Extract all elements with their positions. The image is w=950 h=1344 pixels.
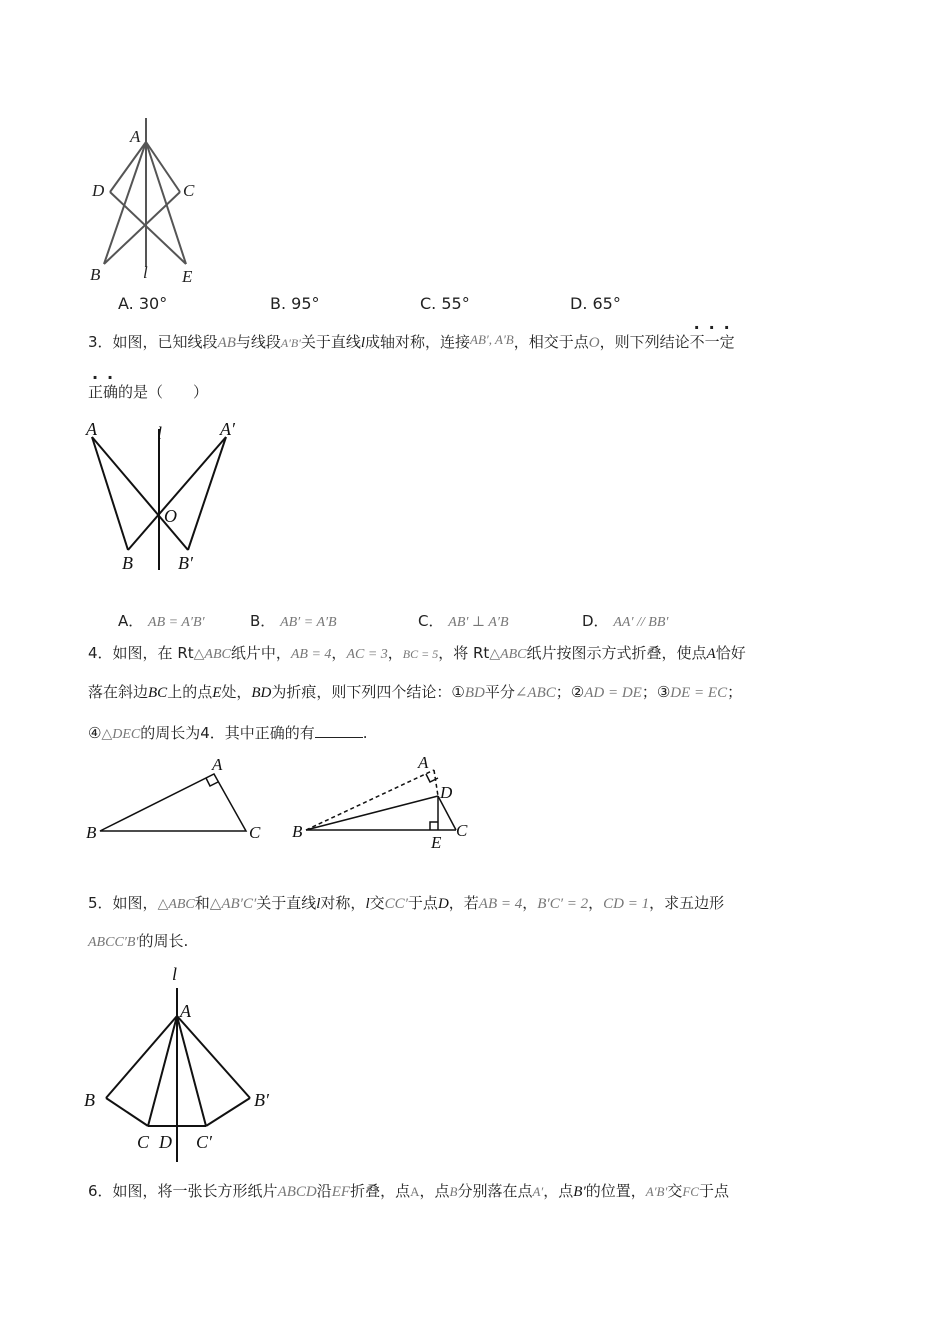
q3-text: 与线段 — [235, 333, 281, 351]
q4-math: △ABC — [193, 647, 231, 662]
q2-option-d-text: 65° — [592, 294, 621, 313]
q4-math: △DEC — [101, 727, 141, 742]
q4-text: 恰好 — [715, 644, 746, 662]
q4-math: ∠ABC — [514, 685, 556, 701]
q3-label-b-prime: B′ — [178, 553, 193, 573]
q4-text: 落在斜边 — [88, 683, 149, 701]
q4-text: ， — [331, 644, 347, 662]
q4-fig2-label-c: C — [456, 821, 468, 840]
q4-math: AC = 3 — [346, 647, 388, 662]
q6-text: 的位置， — [585, 1182, 646, 1200]
q4-text: ；③ — [641, 683, 671, 701]
q3-option-a-letter: A． — [118, 612, 144, 630]
q5-math: l — [365, 896, 370, 912]
q3-math: l — [360, 335, 366, 351]
q4-text: 纸片中， — [230, 644, 291, 662]
q3-emphasis: 正 — [88, 383, 104, 401]
q5-text: ，若 — [448, 894, 479, 912]
q5-stem-line2 — [88, 934, 188, 950]
q3-option-d-letter: D． — [582, 612, 609, 630]
q4-text: ， — [387, 644, 403, 662]
q5-stem-line1 — [88, 896, 724, 912]
q2-option-a[interactable] — [118, 294, 167, 313]
q3-text: ，则下列结论 — [599, 333, 690, 351]
q4-text: . — [362, 724, 368, 742]
q4-text: 为折痕，则下列四个结论：① — [271, 683, 465, 701]
q4-answer-blank[interactable] — [315, 723, 363, 738]
q4-fig2-label-b: B — [292, 822, 303, 841]
q6-math: B′ — [573, 1184, 586, 1200]
q4-text: 平分 — [484, 683, 515, 701]
q4-text: ； — [727, 683, 743, 701]
q3-math: A′B′ — [280, 336, 301, 350]
q3-label-a: A — [86, 419, 97, 439]
q4-math: A — [706, 646, 716, 662]
q5-text: ， — [588, 894, 604, 912]
q5-label-b: B — [84, 1090, 95, 1110]
q3-text: 关于直线 — [300, 333, 361, 351]
q4-math: BC — [148, 685, 168, 701]
q5-label-c: C — [137, 1132, 150, 1152]
q4-text: 纸片按图示方式折叠，使点 — [526, 644, 707, 662]
q5-text: 交 — [369, 894, 385, 912]
q4-text: ④ — [88, 724, 102, 742]
q3-label-l: l — [157, 423, 163, 443]
q3-option-c-text: AB′ ⊥ A′B — [448, 615, 509, 630]
q3-stem-line1 — [88, 332, 735, 351]
q3-text: 成轴对称，连接 — [365, 333, 471, 351]
q4-figure-folded — [288, 752, 478, 852]
q6-text: 沿 — [316, 1182, 332, 1200]
q2-label-d: D — [92, 181, 105, 200]
q4-text: ，将 Rt — [438, 644, 490, 662]
q5-label-a: A — [180, 1001, 191, 1021]
q4-fig2-label-a: A — [418, 753, 429, 772]
q3-option-b-letter: B． — [250, 612, 276, 630]
q4-figure-original — [82, 752, 272, 847]
q5-label-b-prime: B′ — [254, 1090, 269, 1110]
q5-text: 对称， — [320, 894, 366, 912]
q4-text: 上的点 — [167, 683, 213, 701]
q6-math: ABCD — [277, 1184, 317, 1200]
q4-fig1-label-c: C — [249, 823, 261, 842]
q6-math: A′B′ — [645, 1184, 668, 1199]
q5-math: △AB′C′ — [209, 896, 257, 912]
q6-math: A — [410, 1184, 420, 1199]
q3-option-d-text: AA′ // BB′ — [613, 615, 669, 630]
q3-label-b: B — [122, 553, 133, 573]
q5-text: 关于直线 — [256, 894, 317, 912]
q5-math: CD = 1 — [603, 896, 650, 912]
q2-figure — [80, 112, 210, 287]
q3-emphasis: 确 — [103, 383, 119, 401]
q2-option-a-text: 30° — [138, 294, 168, 313]
q4-math: AB = 4 — [290, 647, 332, 662]
q2-label-b: B — [90, 265, 101, 284]
q2-option-d-letter: D. — [570, 294, 588, 313]
q5-math: CC′ — [384, 896, 408, 912]
q5-math: ABCC′B′ — [88, 935, 139, 950]
q3-label-a-prime: A′ — [220, 419, 235, 439]
q3-emphasis: 定 — [719, 333, 735, 351]
q5-label-l: l — [172, 964, 178, 984]
q6-text: 折叠，点 — [350, 1182, 411, 1200]
q4-number: 4． — [88, 644, 113, 662]
q4-text: 的周长为4．其中正确的有 — [140, 724, 315, 742]
q3-option-a-text: AB = A′B′ — [148, 615, 205, 630]
q4-fig2-label-e: E — [431, 833, 442, 852]
q5-math: B′C′ = 2 — [537, 896, 589, 912]
q2-label-c: C — [183, 181, 195, 200]
q4-math: △ABC — [489, 647, 527, 662]
q6-text: 于点 — [698, 1182, 729, 1200]
q6-text: ，点 — [419, 1182, 450, 1200]
q3-figure — [80, 415, 255, 580]
q4-text: ；② — [555, 683, 585, 701]
q3-text: ，相交于点 — [513, 333, 589, 351]
q6-math: B — [449, 1184, 458, 1199]
q6-text: 交 — [667, 1182, 683, 1200]
q6-math: EF — [331, 1184, 351, 1200]
q6-text: 分别落在点 — [457, 1182, 533, 1200]
q3-number: 3． — [88, 333, 113, 351]
q3-option-c-letter: C． — [418, 612, 444, 630]
q4-math: BD — [251, 685, 272, 701]
q5-text: 的周长. — [138, 932, 189, 950]
q3-math: AB′, A′B — [470, 332, 514, 347]
q3-option-c[interactable] — [418, 610, 509, 631]
q3-text: 如图，已知线段 — [112, 333, 218, 351]
q2-label-l: l — [143, 263, 148, 282]
q3-math: AB — [217, 335, 236, 351]
q3-option-a[interactable] — [118, 610, 205, 631]
q5-label-c-prime: C′ — [196, 1132, 212, 1152]
q2-option-b-text: 95° — [291, 294, 320, 313]
q5-math: AB = 4 — [478, 896, 523, 912]
q5-text: 如图， — [112, 894, 158, 912]
q4-math: BD — [464, 685, 485, 701]
q3-emphasis: 一 — [704, 333, 720, 351]
q4-fig2-label-d: D — [440, 783, 453, 802]
q2-option-b-letter: B. — [270, 294, 287, 313]
q5-text: 和 — [194, 894, 210, 912]
q5-text: 于点 — [407, 894, 438, 912]
q2-option-c-letter: C. — [420, 294, 437, 313]
q5-text: ， — [522, 894, 538, 912]
q6-text: 如图，将一张长方形纸片 — [112, 1182, 278, 1200]
q4-math: AD = DE — [584, 685, 642, 701]
q2-option-a-letter: A. — [118, 294, 134, 313]
q5-math: l — [316, 896, 321, 912]
q4-math: DE = EC — [670, 685, 728, 701]
q2-label-a: A — [130, 127, 141, 146]
q3-label-o: O — [164, 506, 177, 526]
q5-figure — [80, 960, 280, 1170]
q4-stem-line2 — [88, 685, 742, 701]
q6-stem-line1 — [88, 1184, 729, 1200]
q3-option-b-text: AB′ = A′B — [280, 615, 337, 630]
q5-text: ，求五边形 — [649, 894, 725, 912]
q6-text: ，点 — [543, 1182, 574, 1200]
q2-option-c-text: 55° — [441, 294, 470, 313]
q4-math: BC = 5 — [402, 647, 439, 661]
q3-text: 的是（ ） — [118, 383, 209, 401]
q5-label-d: D — [159, 1132, 172, 1152]
q5-number: 5． — [88, 894, 113, 912]
q3-math: O — [588, 335, 600, 351]
q5-math: △ABC — [157, 897, 195, 912]
q6-number: 6． — [88, 1182, 113, 1200]
q2-option-d[interactable] — [570, 294, 621, 313]
q4-math: E — [212, 685, 222, 701]
q4-stem-line3 — [88, 723, 368, 742]
q4-text: 处， — [221, 683, 252, 701]
q4-fig1-label-b: B — [86, 823, 97, 842]
q2-option-b[interactable] — [270, 294, 320, 313]
q2-label-e: E — [182, 267, 193, 286]
q6-math: A′ — [532, 1184, 544, 1199]
q3-option-d[interactable] — [582, 610, 668, 631]
q3-option-b[interactable] — [250, 610, 337, 631]
q4-fig1-label-a: A — [212, 755, 223, 774]
q4-stem-line1 — [88, 646, 746, 662]
q4-text: 如图，在 Rt — [112, 644, 194, 662]
q6-math: FC — [682, 1184, 699, 1199]
q3-stem-line2 — [88, 385, 208, 400]
q5-math: D — [437, 896, 449, 912]
q2-option-c[interactable] — [420, 294, 470, 313]
q3-emphasis: 不 — [689, 333, 705, 351]
